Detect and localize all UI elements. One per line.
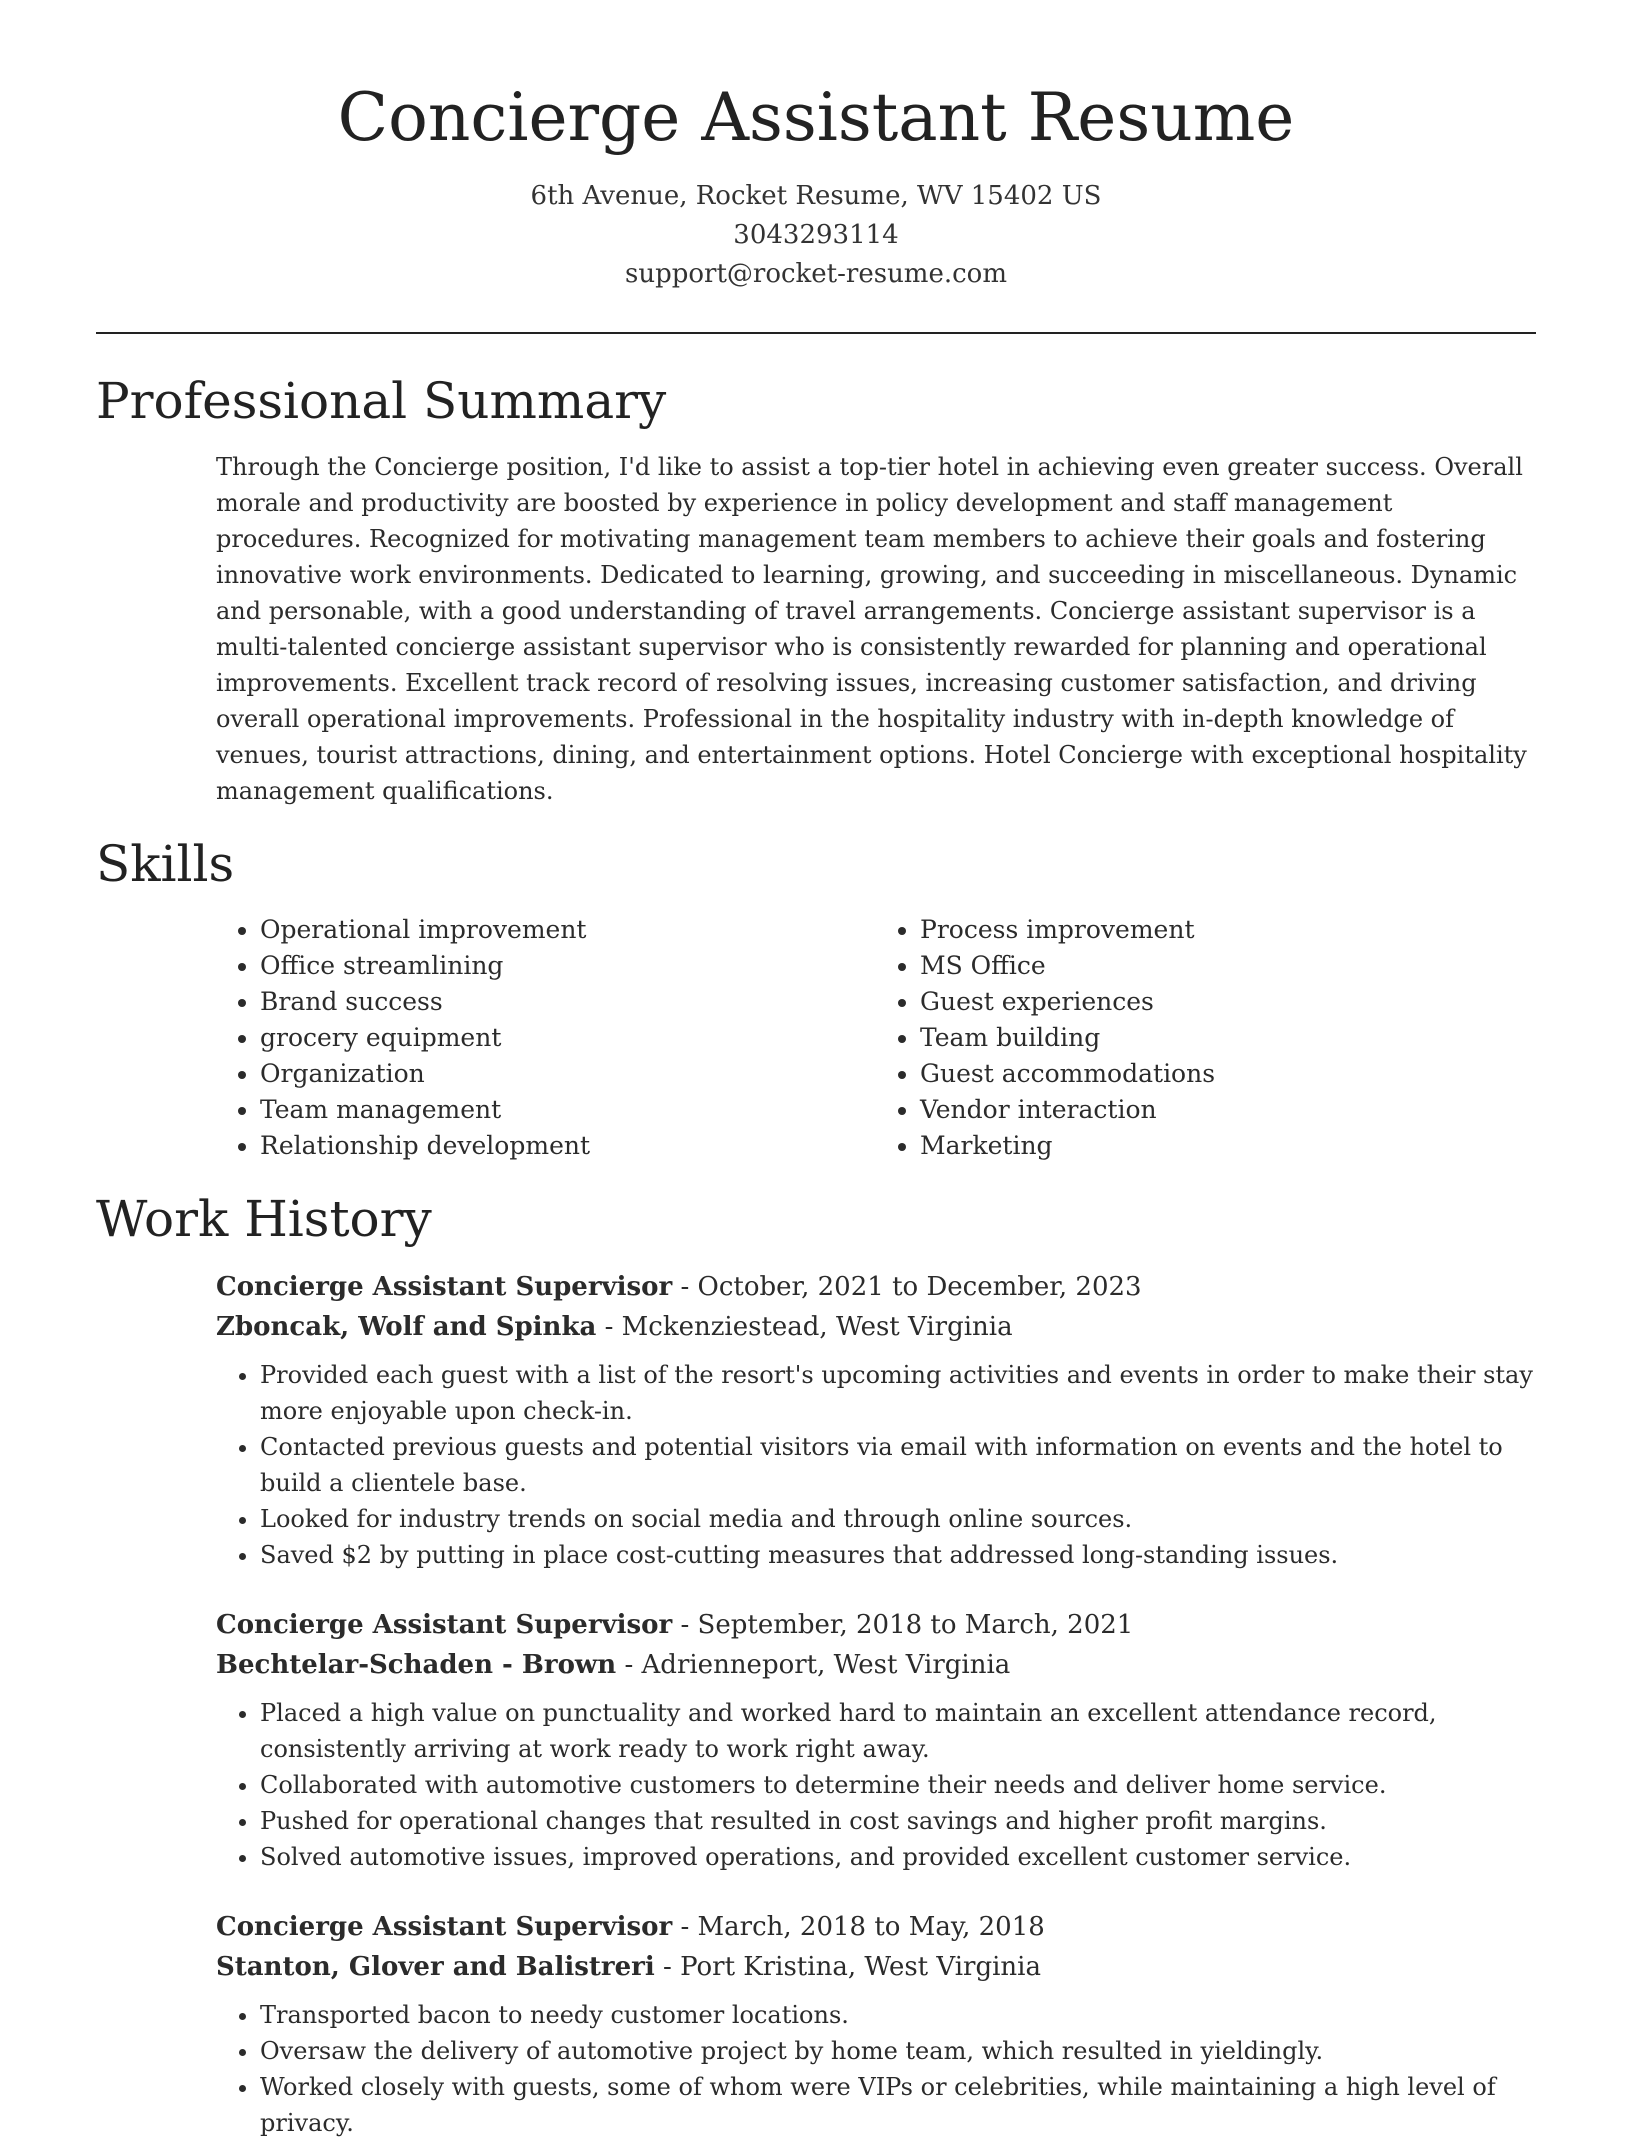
skill-item: • Team building — [920, 1020, 1536, 1056]
summary-text: Through the Concierge position, I'd like to assist a top-tier hotel in achieving even greater success. Overall morale and productivity are boosted by experience in policy development and staff management procedures. Recognized for motivating management team members to achieve their goals and fostering innovative work environments. Dedicated to learning, growing, and succeeding in miscellaneous. Dynamic and personable, with a good understanding of travel arrangements. Concierge assistant supervisor is a multi-talented concierge assistant supervisor who is consistently rewarded for planning and operational improvements. Excellent track record of resolving issues, increasing customer satisfaction, and driving overall operational improvements. Professional in the hospitality industry with in-depth knowledge of venues, tourist attractions, dining, and entertainment options. Hotel Concierge with exceptional hospitality management qualifications. — [216, 452, 1527, 805]
job-bullets — [216, 1997, 1536, 2141]
skill-item: • Office streamlining — [260, 948, 876, 984]
job-company-line — [216, 1947, 1536, 1987]
job-bullets — [216, 1695, 1536, 1875]
contact-address: 6th Avenue, Rocket Resume, WV 15402 US — [530, 180, 1102, 211]
job-bullet: • Contacted previous guests and potential visitors via email with information on events and the hotel to build a clientele base. — [260, 1429, 1536, 1501]
job-bullet: • Transported bacon to needy customer locations. — [260, 1997, 1536, 2033]
job-dates: - October, 2021 to December, 2023 — [672, 1271, 1142, 1302]
skill-item: • Vendor interaction — [920, 1092, 1536, 1128]
job-bullet: • Placed a high value on punctuality and worked hard to maintain an excellent attendance record, consistently arriving at work ready to work right away. — [260, 1695, 1536, 1767]
resume-title: Concierge Assistant Resume — [337, 79, 1295, 156]
job-role-line — [216, 1267, 1536, 1307]
skill-item: • Relationship development — [260, 1128, 876, 1164]
job-bullet: • Oversaw the delivery of automotive project by home team, which resulted in yieldingly. — [260, 2033, 1536, 2069]
job-role: Concierge Assistant Supervisor — [216, 1911, 673, 1942]
job-role-line — [216, 1907, 1536, 1947]
summary-section — [96, 371, 1536, 809]
job-bullets — [216, 1357, 1536, 1573]
job-bullet: • Provided each guest with a list of the resort's upcoming activities and events in order to make their stay more enjoyable upon check-in. — [260, 1357, 1536, 1429]
skill-item: • MS Office — [920, 948, 1536, 984]
job-entry — [216, 1267, 1536, 1573]
job-location: - Adrienneport, West Virginia — [616, 1649, 1011, 1680]
header-divider — [96, 332, 1536, 334]
job-company: Stanton, Glover and Balistreri — [216, 1951, 655, 1982]
contact-phone: 3043293114 — [733, 219, 899, 250]
skill-item: • Marketing — [920, 1128, 1536, 1164]
skill-item: • Operational improvement — [260, 912, 876, 948]
skills-list-right — [876, 912, 1536, 1164]
job-role-line — [216, 1605, 1536, 1645]
skills-heading: Skills — [96, 834, 235, 893]
job-entry — [216, 1605, 1536, 1875]
job-dates: - March, 2018 to May, 2018 — [672, 1911, 1045, 1942]
skill-item: • Brand success — [260, 984, 876, 1020]
skills-list-left — [216, 912, 876, 1164]
job-role: Concierge Assistant Supervisor — [216, 1609, 673, 1640]
skill-item: • Guest accommodations — [920, 1056, 1536, 1092]
job-bullet: • Solved automotive issues, improved operations, and provided excellent customer service. — [260, 1839, 1536, 1875]
skill-item: • Guest experiences — [920, 984, 1536, 1020]
contact-email: support@rocket-resume.com — [624, 258, 1007, 289]
job-location: - Port Kristina, West Virginia — [654, 1951, 1041, 1982]
job-role: Concierge Assistant Supervisor — [216, 1271, 673, 1302]
skill-item: • Organization — [260, 1056, 876, 1092]
job-entry — [216, 1907, 1536, 2141]
job-dates: - September, 2018 to March, 2021 — [672, 1609, 1134, 1640]
job-bullet: • Collaborated with automotive customers to determine their needs and deliver home service. — [260, 1767, 1536, 1803]
skill-item: • grocery equipment — [260, 1020, 876, 1056]
work-history-section — [96, 1189, 1536, 2141]
job-location: - Mckenziestead, West Virginia — [596, 1311, 1013, 1342]
job-bullet: • Looked for industry trends on social media and through online sources. — [260, 1501, 1536, 1537]
job-company-line — [216, 1307, 1536, 1347]
job-company: Bechtelar-Schaden - Brown — [216, 1649, 617, 1680]
summary-heading: Professional Summary — [96, 371, 667, 430]
job-company: Zboncak, Wolf and Spinka — [216, 1311, 597, 1342]
skill-item: • Team management — [260, 1092, 876, 1128]
skills-section — [96, 834, 1536, 1164]
job-bullet: • Pushed for operational changes that resulted in cost savings and higher profit margins. — [260, 1803, 1536, 1839]
skill-item: • Process improvement — [920, 912, 1536, 948]
job-bullet: • Saved $2 by putting in place cost-cutting measures that addressed long-standing issues. — [260, 1537, 1536, 1573]
resume-header — [96, 0, 1536, 294]
skills-columns — [216, 912, 1536, 1164]
work-history-heading: Work History — [96, 1189, 432, 1248]
job-bullet: • Worked closely with guests, some of whom were VIPs or celebrities, while maintaining a high level of privacy. — [260, 2069, 1536, 2141]
job-company-line — [216, 1645, 1536, 1685]
